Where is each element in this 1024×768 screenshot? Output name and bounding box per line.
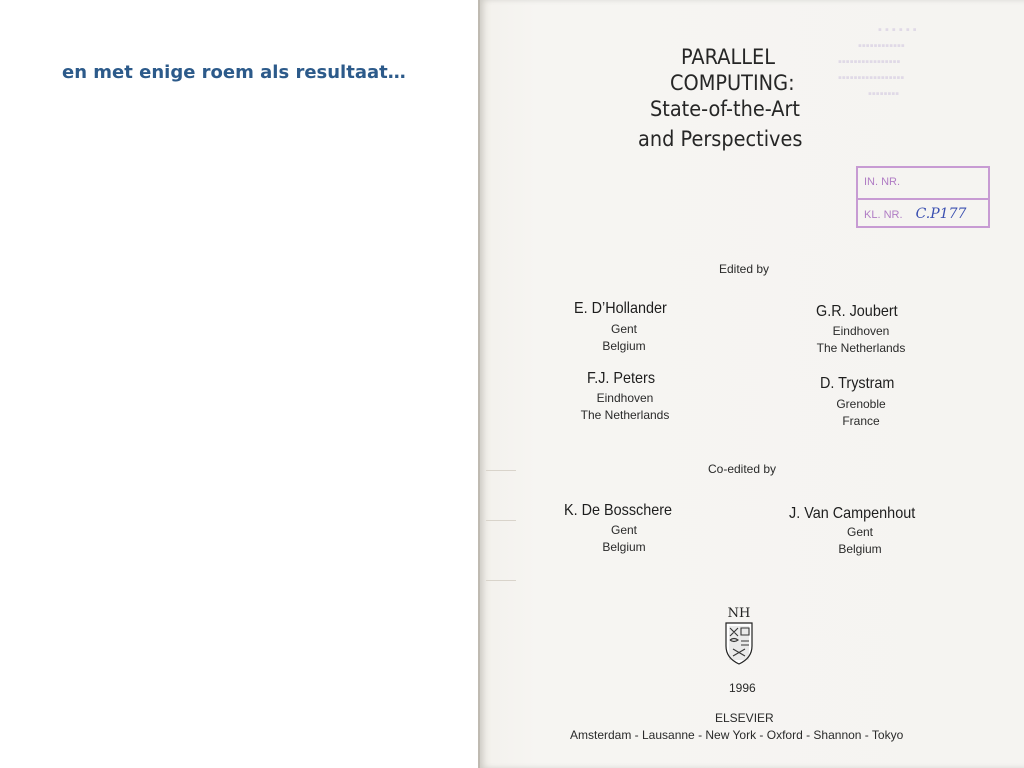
co-edited-by-label: Co-edited by [708, 462, 777, 476]
stamp-handwritten-value: C.P177 [915, 206, 967, 222]
editor-name: D. Trystram [820, 375, 895, 392]
stamp-kl-label: KL. NR. [864, 209, 903, 221]
book-title-line: State-of-the-Art [650, 97, 801, 121]
page-edge-mark [486, 520, 516, 521]
editor-name: E. D’Hollander [574, 300, 667, 317]
book-title-line: COMPUTING: [670, 71, 795, 95]
publisher-crest-icon [721, 604, 757, 668]
editor-name: G.R. Joubert [816, 303, 898, 320]
co-editor-name: J. Van Campenhout [789, 505, 916, 522]
slide-caption: en met enige roem als resultaat… [62, 62, 406, 83]
book-title-page-scan [478, 0, 1024, 768]
stamp-in-label: IN. NR. [864, 176, 901, 188]
editor-location: Gent Belgium [602, 322, 646, 353]
editor-name: F.J. Peters [587, 370, 656, 387]
faint-library-stamp: ▪ ▪ ▪ ▪ ▪ ▪ ▪▪▪▪▪▪▪▪▪▪▪▪ ▪▪▪▪▪▪▪▪▪▪▪▪▪▪▪▪ ▪▪▪▪▪▪▪▪▪▪▪▪▪▪▪▪▪ ▪▪▪▪▪▪▪▪ [838, 24, 917, 100]
editor-location: Eindhoven The Netherlands [816, 324, 906, 355]
stamp-in-nr [858, 168, 988, 197]
page-edge-mark [486, 580, 516, 581]
publisher-name: ELSEVIER [715, 711, 774, 725]
library-stamp [856, 166, 990, 228]
publication-year: 1996 [729, 681, 756, 695]
book-title-line: PARALLEL [681, 45, 775, 69]
co-editor-name: K. De Bosschere [564, 502, 673, 519]
stamp-kl-nr [858, 198, 988, 227]
co-editor-location: Gent Belgium [838, 525, 882, 556]
page-edge-mark [486, 470, 516, 471]
edited-by-label: Edited by [719, 262, 770, 276]
editor-location: Grenoble France [836, 397, 886, 428]
publisher-cities: Amsterdam - Lausanne - New York - Oxford - Shannon - Tokyo [570, 728, 904, 742]
book-title-line: and Perspectives [638, 127, 803, 151]
publisher-logo-text: NH [727, 606, 751, 621]
co-editor-location: Gent Belgium [602, 523, 646, 554]
editor-location: Eindhoven The Netherlands [580, 391, 670, 422]
